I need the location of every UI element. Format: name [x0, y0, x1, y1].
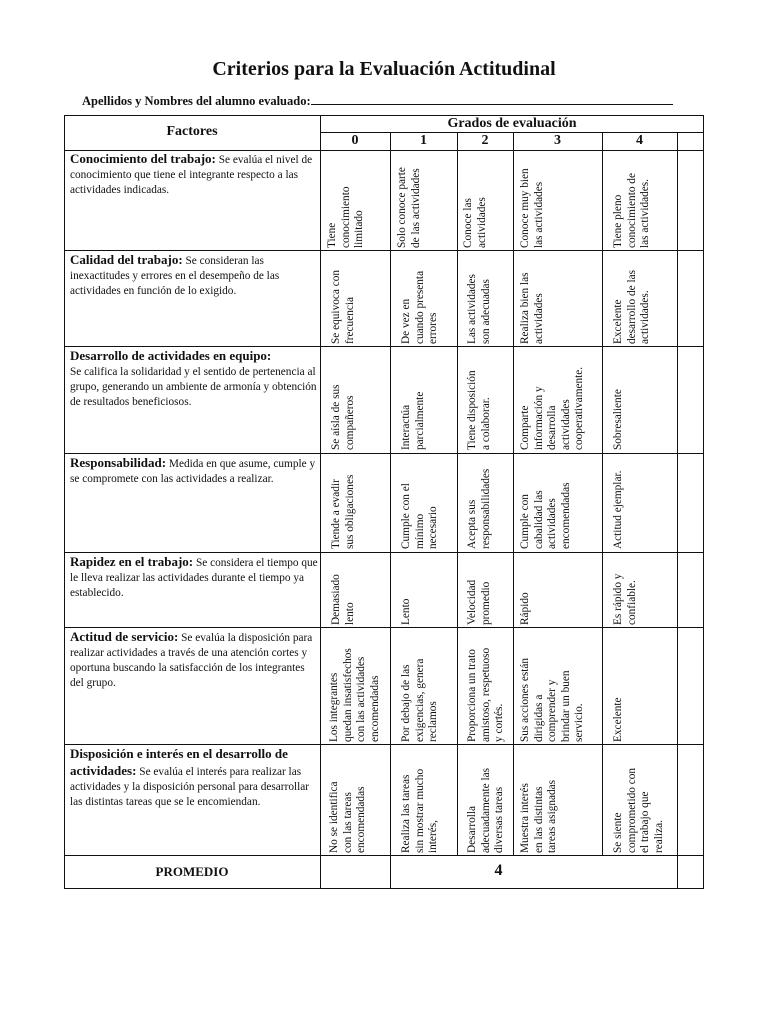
student-name-blank[interactable] [311, 92, 673, 105]
grade-3-header: 3 [554, 133, 561, 148]
student-name-label: Apellidos y Nombres del alumno evaluado: [82, 94, 311, 108]
grade-cell: Comparte información y desarrolla actividades cooperativamente. [519, 366, 586, 450]
grade-cell: Interactúa parcialmente [400, 391, 426, 450]
grade-cell: Realiza las tareas sin mostrar mucho interés, [400, 768, 440, 853]
grade-cell: Realiza bien las actividades [519, 272, 545, 344]
factor-description: Se considera el tiempo que le lleva realizar las actividades durante el tiempo ya establecido. [70, 557, 318, 599]
grade-cell: Tiene pleno conocimiento de las actividades. [612, 173, 652, 248]
factor-description: Medida en que asume, cumple y se compromete con las actividades a realizar. [70, 458, 316, 485]
grade-cell: Cumple con el mínimo necesario [400, 483, 440, 549]
grade-cell: Tiende a evadir sus obligaciones [330, 474, 356, 549]
grades-header: Grados de evaluación [447, 116, 577, 131]
grade-cell: Se aísla de sus compañeros [330, 384, 356, 450]
grade-cell: Tiene disposición a colaborar. [466, 370, 492, 450]
grade-cell: Sus acciones están dirigidas a comprender y brindar un buen servicio. [519, 657, 586, 742]
factor-description: Se evalúa el nivel de conocimiento que tiene el integrante respecto a las actividades indicadas. [70, 154, 313, 196]
grade-cell: Se equivoca con frecuencia [330, 269, 356, 344]
student-name-line [82, 92, 673, 109]
average-value: 4 [494, 862, 503, 879]
grade-cell: De vez en cuando presenta errores [400, 270, 440, 344]
grade-4-header: 4 [636, 133, 643, 148]
factor-equipo [70, 348, 318, 410]
grade-2-header: 2 [481, 133, 489, 148]
grade-cell: Muestra interés en las distintas tareas asignadas [519, 779, 559, 853]
average-label: PROMEDIO [155, 864, 229, 879]
grade-cell: Excelente desarrollo de las actividades. [612, 269, 652, 344]
factor-title: Actitud de servicio: [70, 629, 179, 644]
grade-cell: Excelente [612, 697, 624, 742]
grade-cell: Velocidad promedio [466, 579, 492, 625]
factor-servicio [70, 629, 318, 691]
grade-cell: Rápido [519, 592, 531, 625]
factor-title: Disposición e interés en el desarrollo de actividades: [70, 746, 288, 778]
factor-title: Conocimiento del trabajo: [70, 151, 216, 166]
grade-cell: Lento [400, 598, 412, 625]
grade-cell: Acepta sus responsabilidades [466, 468, 492, 549]
grade-cell: No se identifica con las tareas encomendadas [328, 781, 368, 853]
grade-cell: Los integrantes quedan insatisfechos con las actividades encomendadas [328, 648, 381, 742]
factor-disposicion [70, 746, 318, 810]
page-title: Criterios para la Evaluación Actitudinal [212, 58, 556, 80]
factor-title: Rapidez en el trabajo: [70, 554, 194, 569]
factors-header: Factores [166, 124, 218, 139]
grade-0-header: 0 [351, 133, 359, 148]
grade-cell: Solo conoce parte de las actividades [396, 167, 422, 248]
grade-cell: Conoce muy bien las actividades [519, 168, 545, 248]
grade-cell: Desarrolla adecuadamente las diversas tareas [466, 768, 506, 853]
grade-cell: Actitud ejemplar. [612, 470, 624, 549]
grade-cell: Tiene conocimiento limitado [326, 186, 366, 248]
factor-responsabilidad [70, 455, 318, 487]
grade-cell: Las actividades son adecuadas [466, 274, 492, 344]
grade-cell: Sobresaliente [612, 389, 624, 450]
factor-title: Desarrollo de actividades en equipo: [70, 348, 272, 363]
grade-cell: Conoce las actividades [462, 197, 488, 248]
factor-rapidez [70, 554, 318, 601]
factor-description: Se califica la solidaridad y el sentido de pertenencia al grupo, generando un ambiente de armonía y obtención de resultados beneficiosos. [70, 366, 317, 408]
factor-title: Calidad del trabajo: [70, 252, 183, 267]
grade-cell: Proporciona un trato amistoso, respetuoso y cortés. [466, 647, 506, 742]
factor-title: Responsabilidad: [70, 455, 167, 470]
grade-1-header: 1 [420, 133, 427, 148]
factor-description: Se consideran las inexactitudes y errores en el desempeño de las actividades en función de lo exigido. [70, 255, 280, 297]
grade-cell: Por debajo de las exigencias, genera reclamos [400, 658, 440, 742]
factor-calidad [70, 252, 318, 299]
grade-cell: Se siente comprometido con el trabajo que realiza. [612, 767, 665, 853]
grade-cell: Cumple con cabalidad las actividades encomendadas [519, 482, 572, 549]
factor-conocimiento [70, 151, 318, 198]
grade-cell: Es rápido y confiable. [612, 573, 638, 625]
grade-cell: Demasiado lento [330, 574, 356, 625]
factor-description: Se evalúa el interés para realizar las actividades y la disposición personal para desarrollar las distintas tareas que se le encomiendan. [70, 766, 310, 808]
factor-description: Se evalúa la disposición para realizar actividades a través de una atención cortes y oportuna buscando la satisfacción de los integrantes del grupo. [70, 632, 313, 689]
